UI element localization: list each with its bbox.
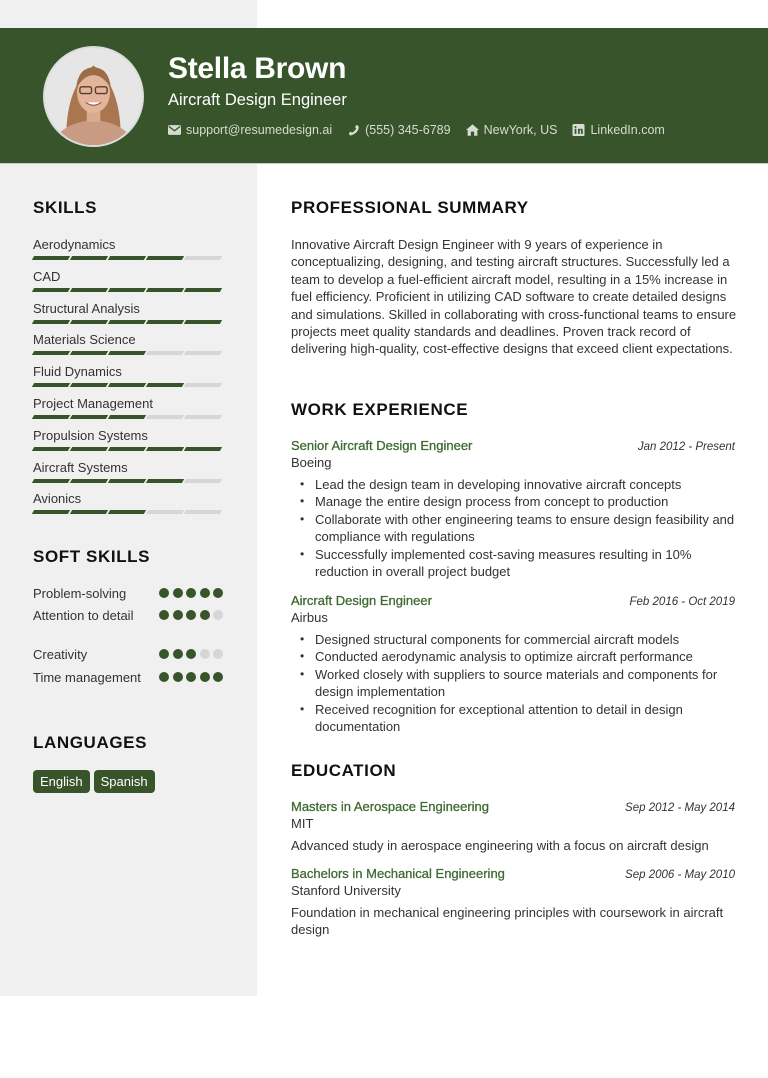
experience-heading: WORK EXPERIENCE: [291, 400, 469, 419]
skill-label: CAD: [33, 268, 61, 284]
skill-level-segment: [184, 510, 222, 514]
skill-level-segment: [70, 288, 108, 292]
degree-description: Foundation in mechanical engineering principles with coursework in aircraft design: [291, 905, 724, 938]
job-bullets: [291, 476, 735, 580]
job-dates: Jan 2012 - Present: [637, 441, 735, 453]
language-badge: Spanish: [94, 770, 155, 793]
job-role: Senior Aircraft Design Engineer: [291, 438, 473, 453]
job-bullet: • Designed structural components for commercial aircraft models: [291, 631, 735, 648]
skill-level-segment: [32, 510, 70, 514]
profile-photo: [43, 46, 144, 147]
skill-label: Project Management: [33, 396, 153, 411]
skill-level-segment: [108, 351, 146, 355]
skill-item: [33, 364, 223, 388]
soft-skills-heading: SOFT SKILLS: [33, 547, 151, 566]
skill-level-segment: [184, 415, 222, 419]
skill-level-segment: [108, 447, 146, 451]
skill-level-segment: [146, 479, 184, 483]
rating-dot-icon: [213, 588, 223, 598]
soft-skill-label: Problem-solving: [33, 586, 127, 601]
skill-level-bar: [33, 256, 223, 261]
soft-skill-item: [33, 585, 223, 602]
soft-skill-label: Time management: [33, 670, 141, 685]
phone-icon: [347, 124, 360, 136]
contact-linkedin-text: LinkedIn.com: [590, 123, 665, 137]
rating-dot-icon: [173, 672, 183, 682]
resume-header: [0, 28, 768, 164]
envelope-icon: [168, 124, 181, 136]
rating-dot-icon: [200, 588, 210, 598]
skill-level-segment: [146, 447, 184, 451]
skill-level-segment: [184, 288, 222, 292]
skill-level-segment: [32, 415, 70, 419]
rating-dot-icon: [213, 649, 223, 659]
skill-level-segment: [32, 320, 70, 324]
skill-item: [33, 269, 223, 293]
experience-entry: [291, 438, 735, 580]
skill-level-bar: [33, 479, 223, 484]
soft-skill-item: [33, 646, 223, 663]
job-company: Airbus: [291, 610, 328, 625]
skill-label: Aircraft Systems: [33, 459, 128, 475]
skill-level-bar: [33, 320, 223, 325]
soft-skill-label: Creativity: [33, 647, 88, 662]
skill-item: [33, 491, 223, 515]
skill-level-bar: [33, 415, 223, 420]
contact-location-text: NewYork, US: [483, 123, 558, 137]
contact-linkedin[interactable]: [572, 123, 664, 137]
rating-dot-icon: [173, 610, 183, 620]
soft-skill-rating: [156, 588, 224, 602]
soft-skill-rating: [156, 649, 224, 663]
job-company: Boeing: [291, 455, 332, 470]
summary-heading: PROFESSIONAL SUMMARY: [291, 198, 529, 217]
degree-dates: Sep 2012 - May 2014: [625, 802, 735, 814]
languages-heading: LANGUAGES: [33, 733, 148, 752]
skill-level-segment: [108, 479, 146, 483]
skill-item: [33, 237, 223, 261]
skill-level-segment: [184, 351, 222, 355]
soft-skill-item: [33, 607, 223, 624]
job-bullet: • Received recognition for exceptional attention to detail in design documentation: [291, 701, 735, 736]
degree-name: Bachelors in Mechanical Engineering: [291, 866, 505, 881]
rating-dot-icon: [173, 649, 183, 659]
skill-level-segment: [32, 383, 70, 387]
skill-level-segment: [146, 320, 184, 324]
rating-dot-icon: [159, 588, 169, 598]
language-badge: English: [33, 770, 90, 793]
skills-heading: SKILLS: [33, 198, 98, 217]
skill-level-bar: [33, 351, 223, 356]
rating-dot-icon: [186, 588, 196, 598]
skill-level-segment: [32, 479, 70, 483]
rating-dot-icon: [186, 672, 196, 682]
degree-description: Advanced study in aerospace engineering with a focus on aircraft design: [291, 838, 709, 853]
skill-label: Structural Analysis: [33, 300, 140, 316]
candidate-name: Stella Brown: [168, 52, 347, 85]
skill-level-segment: [146, 415, 184, 419]
languages-list: [33, 770, 159, 793]
rating-dot-icon: [200, 649, 210, 659]
skill-level-segment: [108, 288, 146, 292]
skill-level-segment: [146, 351, 184, 355]
candidate-title: Aircraft Design Engineer: [168, 91, 347, 109]
education-entry: [291, 866, 735, 939]
job-bullet: • Successfully implemented cost-saving measures resulting in 10% reduction in overall project budget: [291, 546, 735, 581]
skill-level-segment: [32, 351, 70, 355]
skill-level-segment: [146, 288, 184, 292]
skill-level-segment: [108, 510, 146, 514]
skill-level-segment: [184, 479, 222, 483]
skill-item: [33, 460, 223, 484]
skill-label: Propulsion Systems: [33, 427, 148, 443]
skill-level-segment: [146, 256, 184, 260]
job-bullet: • Worked closely with suppliers to source materials and components for design implementation: [291, 666, 735, 701]
skill-level-segment: [146, 383, 184, 387]
school-name: Stanford University: [291, 883, 401, 898]
home-icon: [466, 124, 479, 136]
soft-skill-rating: [156, 610, 224, 624]
skill-level-bar: [33, 510, 223, 515]
skill-level-segment: [32, 447, 70, 451]
skill-level-bar: [33, 383, 223, 388]
skill-level-segment: [184, 447, 222, 451]
job-bullet: • Conducted aerodynamic analysis to optimize aircraft performance: [291, 648, 735, 665]
contact-phone-text: (555) 345-6789: [365, 123, 451, 137]
rating-dot-icon: [159, 610, 169, 620]
skill-level-segment: [146, 510, 184, 514]
job-bullet: • Collaborate with other engineering teams to ensure design feasibility and compliance with regulations: [291, 511, 735, 546]
contact-bar: [168, 123, 680, 137]
summary-text: Innovative Aircraft Design Engineer with 9 years of experience in conceptualizing, designing, and testing aircraft structures. Successfully led a team to develop a fuel-efficient aircraft model, resulting in a 15% increase in fuel efficiency. Proficient in utilizing CAD software to create detailed designs and simulations. Skilled in collaborating with cross-functional teams to ensure projects meet quality standards and deadlines. Proven track record of delivering high-quality, cost-effective designs that exceed client expectations.: [291, 237, 737, 357]
skill-label: Avionics: [33, 491, 82, 507]
rating-dot-icon: [159, 672, 169, 682]
job-bullets: [291, 631, 735, 735]
rating-dot-icon: [186, 649, 196, 659]
soft-skill-item: [33, 669, 223, 686]
job-role: Aircraft Design Engineer: [291, 593, 432, 608]
avatar-illustration: [45, 48, 142, 145]
job-bullet: • Manage the entire design process from concept to production: [291, 493, 735, 510]
skill-level-segment: [184, 320, 222, 324]
soft-skill-rating: [156, 672, 224, 686]
linkedin-icon: [572, 124, 585, 136]
skill-level-segment: [70, 351, 108, 355]
school-name: MIT: [291, 816, 314, 831]
skill-level-segment: [108, 415, 146, 419]
skill-level-segment: [108, 383, 146, 387]
contact-location: [466, 123, 558, 137]
experience-entry: [291, 593, 735, 735]
skill-label: Fluid Dynamics: [33, 364, 122, 380]
job-dates: Feb 2016 - Oct 2019: [629, 596, 735, 608]
soft-skill-label: Attention to detail: [33, 608, 134, 623]
skill-level-segment: [70, 479, 108, 483]
skill-level-segment: [70, 415, 108, 419]
skill-level-segment: [32, 256, 70, 260]
skill-level-segment: [108, 320, 146, 324]
skill-level-segment: [108, 256, 146, 260]
skill-item: [33, 428, 223, 452]
skill-item: [33, 396, 223, 420]
skill-label: Materials Science: [33, 332, 136, 348]
skill-item: [33, 332, 223, 356]
skill-level-bar: [33, 447, 223, 452]
degree-dates: Sep 2006 - May 2010: [625, 869, 735, 881]
skill-level-segment: [70, 510, 108, 514]
skill-item: [33, 301, 223, 325]
skill-level-bar: [33, 288, 223, 293]
rating-dot-icon: [213, 672, 223, 682]
contact-phone[interactable]: [347, 123, 450, 137]
rating-dot-icon: [200, 672, 210, 682]
contact-email[interactable]: [168, 123, 332, 137]
skill-level-segment: [70, 447, 108, 451]
education-entry: [291, 799, 735, 854]
skill-level-segment: [70, 320, 108, 324]
skill-level-segment: [184, 383, 222, 387]
job-bullet: • Lead the design team in developing innovative aircraft concepts: [291, 476, 735, 493]
skill-label: Aerodynamics: [33, 237, 116, 252]
skill-level-segment: [184, 256, 222, 260]
skill-level-segment: [70, 383, 108, 387]
contact-email-text: support@resumedesign.ai: [186, 123, 333, 137]
rating-dot-icon: [159, 649, 169, 659]
education-heading: EDUCATION: [291, 761, 397, 780]
degree-name: Masters in Aerospace Engineering: [291, 799, 490, 814]
rating-dot-icon: [200, 610, 210, 620]
skill-level-segment: [32, 288, 70, 292]
rating-dot-icon: [173, 588, 183, 598]
skill-level-segment: [70, 256, 108, 260]
rating-dot-icon: [213, 610, 223, 620]
rating-dot-icon: [186, 610, 196, 620]
